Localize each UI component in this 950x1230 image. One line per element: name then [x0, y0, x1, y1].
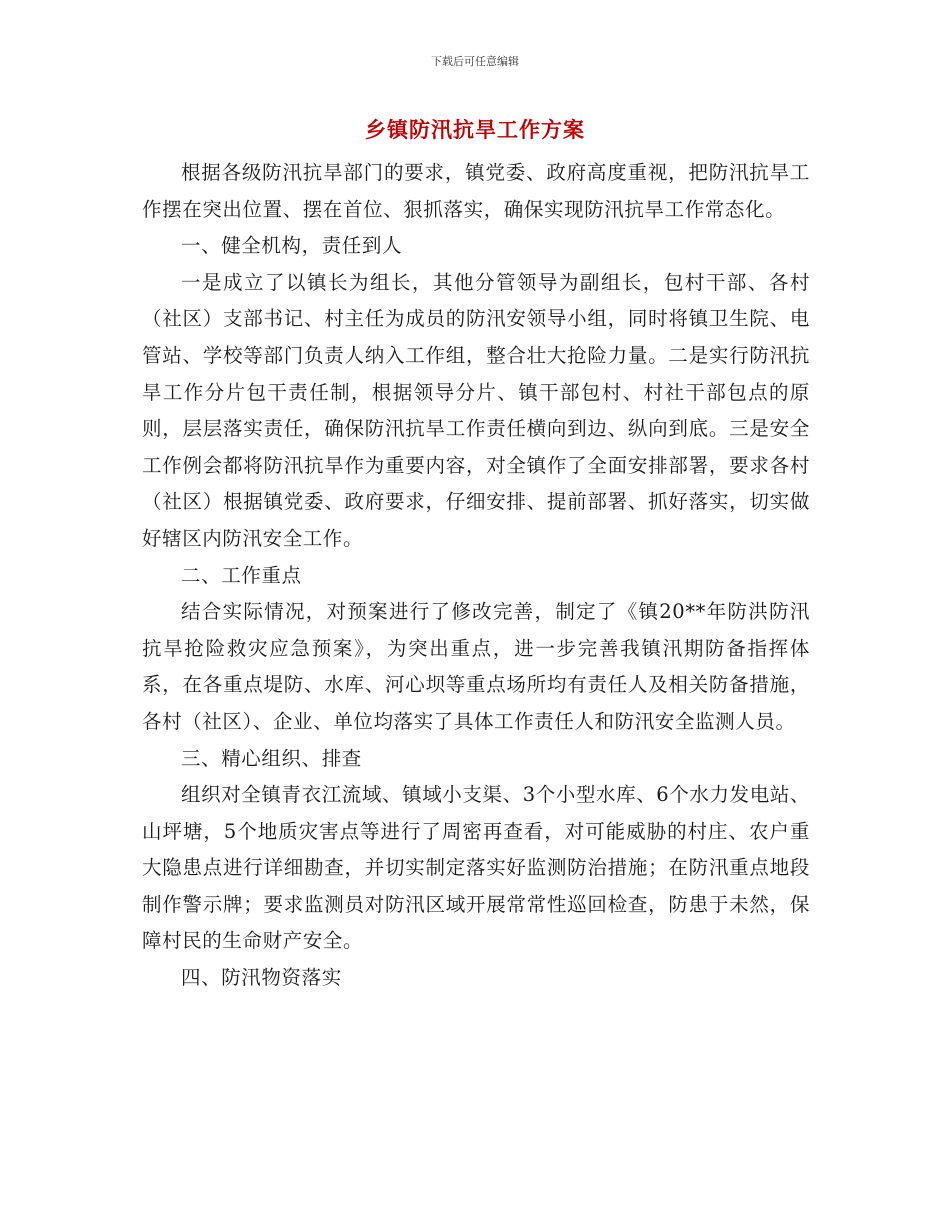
section-heading: 三、精心组织、排查	[181, 746, 362, 770]
header-note: 下载后可任意编辑	[431, 55, 519, 68]
body-paragraph: 组织对全镇青衣江流域、镇域小支渠、3个小型水库、6个水力发电站、山坪塘，5个地质灾害点等进行了周密再查看，对可能威胁的村庄、农户重大隐患点进行详细勘查，并切实制定落实好监测防治措施；在防汛重点地段制作警示牌；要求监测员对防汛区域开展常常性巡回检查，防患于未然，保障村民的生命财产安全。	[142, 783, 811, 953]
document-body	[142, 155, 810, 997]
section-heading: 二、工作重点	[181, 563, 302, 587]
section-heading: 四、防汛物资落实	[181, 966, 342, 990]
body-paragraph: 一是成立了以镇长为组长，其他分管领导为副组长，包村干部、各村（社区）支部书记、村主任为成员的防汛安领导小组，同时将镇卫生院、电管站、学校等部门负责人纳入工作组，整合壮大抢险力量。二是实行防汛抗旱工作分片包干责任制，根据领导分片、镇干部包村、村社干部包点的原则，层层落实责任，确保防汛抗旱工作责任横向到边、纵向到底。三是安全工作例会都将防汛抗旱作为重要内容，对全镇作了全面安排部署，要求各村（社区）根据镇党委、政府要求，仔细安排、提前部署、抓好落实，切实做好辖区内防汛安全工作。	[142, 270, 810, 550]
body-paragraph: 结合实际情况，对预案进行了修改完善，制定了《镇20**年防洪防汛抗旱抢险救灾应急预案》，为突出重点，进一步完善我镇汛期防备指挥体系，在各重点堤防、水库、河心坝等重点场所均有责任人及相关防备措施，各村（社区）、企业、单位均落实了具体工作责任人和防汛安全监测人员。	[142, 600, 810, 733]
section-heading: 一、健全机构，责任到人	[181, 234, 403, 258]
document-title: 乡镇防汛抗旱工作方案	[365, 117, 585, 142]
intro-paragraph: 根据各级防汛抗旱部门的要求，镇党委、政府高度重视，把防汛抗旱工作摆在突出位置、摆在首位、狠抓落实，确保实现防汛抗旱工作常态化。	[142, 161, 810, 221]
